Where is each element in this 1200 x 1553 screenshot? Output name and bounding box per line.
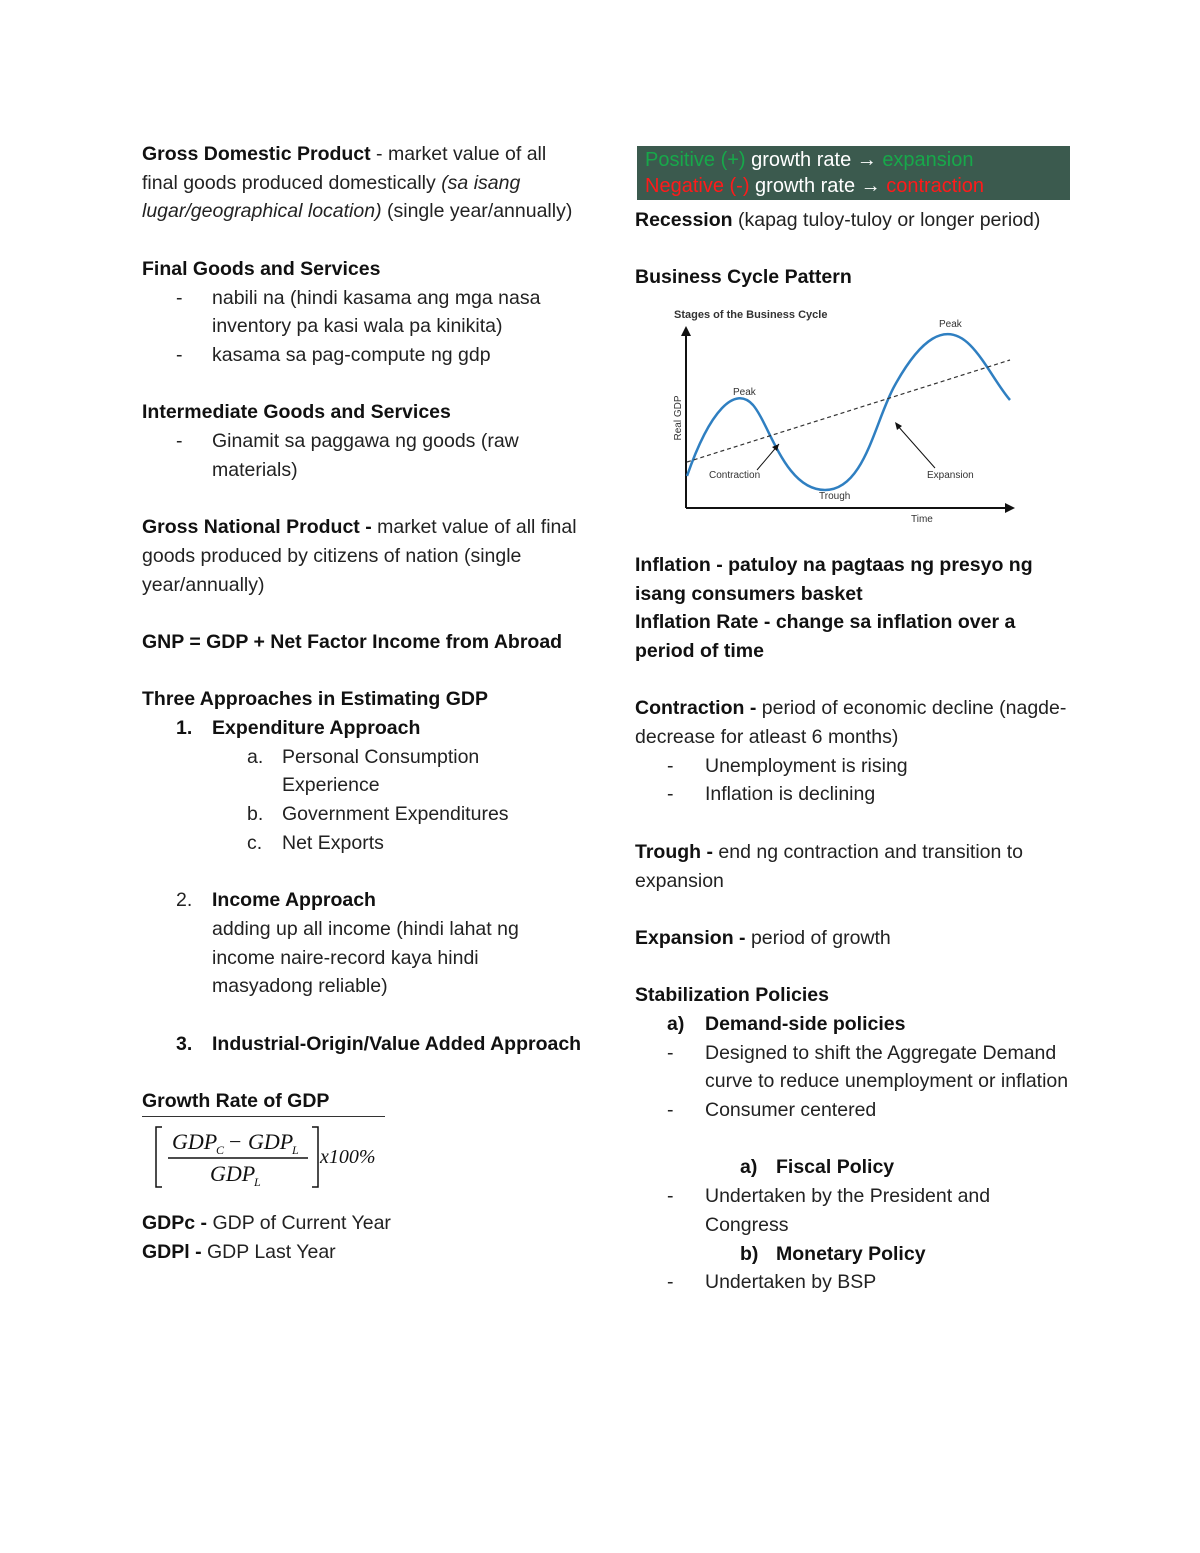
gdpl-definition: GDPl - GDP Last Year xyxy=(142,1241,336,1264)
svg-text:Peak: Peak xyxy=(939,319,962,331)
svg-text:Real GDP: Real GDP xyxy=(673,395,684,441)
left-column xyxy=(142,140,582,1267)
svg-text:GDP: GDP xyxy=(172,1128,218,1154)
expansion-definition: Expansion - period of growth xyxy=(635,926,891,949)
gnp-formula: GNP = GDP + Net Factor Income from Abroad xyxy=(142,630,563,653)
intermediate-goods-heading: Intermediate Goods and Services xyxy=(142,401,451,424)
list-item: a) Demand-side policies xyxy=(667,1012,906,1035)
gnp-definition: Gross National Product - market value of all final goods produced by citizens of nation (single year/annually) xyxy=(142,516,577,596)
list-item: c. Net Exports xyxy=(247,831,384,854)
inflation-rate-definition: Inflation Rate - change sa inflation over a period of time xyxy=(635,611,1016,662)
list-item: - Undertaken by the President and Congress xyxy=(667,1185,991,1236)
list-item: - Inflation is declining xyxy=(667,783,876,806)
growth-rate-formula xyxy=(154,1125,582,1198)
list-item: - Unemployment is rising xyxy=(667,754,908,777)
growth-rate-box: Positive (+) growth rate → expansion Negative (-) growth rate → contraction xyxy=(637,146,1070,200)
list-item: 1. Expenditure Approach xyxy=(176,716,421,739)
list-item: b) Monetary Policy xyxy=(740,1242,926,1265)
trough-definition: Trough - end ng contraction and transition to expansion xyxy=(635,840,1024,892)
svg-text:−: − xyxy=(229,1128,242,1154)
svg-text:GDP: GDP xyxy=(248,1128,294,1154)
svg-text:Trough: Trough xyxy=(819,491,851,503)
list-item: a. Personal Consumption Experience xyxy=(247,745,480,797)
right-column xyxy=(635,142,1075,1297)
gdpc-definition: GDPc - GDP of Current Year xyxy=(142,1212,391,1235)
svg-text:Stages of the Business Cycle: Stages of the Business Cycle xyxy=(674,309,828,322)
formula-image xyxy=(154,1125,394,1189)
svg-text:Peak: Peak xyxy=(733,387,756,399)
gdp-definition: Gross Domestic Product - market value of all final goods produced domestically (sa isang lugar/geographical location) (single year/annually) xyxy=(142,143,573,223)
list-item: - Ginamit sa paggawa ng goods (raw materials) xyxy=(176,430,519,481)
svg-text:x100%: x100% xyxy=(320,1145,376,1168)
list-item: - kasama sa pag-compute ng gdp xyxy=(176,343,491,366)
final-goods-heading: Final Goods and Services xyxy=(142,257,381,280)
inflation-definition: Inflation - patuloy na pagtaas ng presyo ng isang consumers basket xyxy=(635,553,1033,605)
contraction-definition: Contraction - period of economic decline (nagde-decrease for atleast 6 months) xyxy=(635,697,1067,748)
svg-text:Expansion: Expansion xyxy=(927,470,974,482)
svg-text:GDP: GDP xyxy=(210,1160,256,1186)
svg-text:Contraction: Contraction xyxy=(709,470,761,482)
business-cycle-heading: Business Cycle Pattern xyxy=(635,266,852,289)
list-item: - nabili na (hindi kasama ang mga nasa inventory pa kasi wala pa kinikita) xyxy=(176,286,541,338)
list-item: b. Government Expenditures xyxy=(247,803,509,826)
svg-text:L: L xyxy=(254,1174,261,1189)
svg-text:L: L xyxy=(292,1142,299,1157)
svg-text:Time: Time xyxy=(911,514,933,526)
list-item: 3. Industrial-Origin/Value Added Approach xyxy=(176,1032,582,1055)
business-cycle-svg xyxy=(635,300,1035,532)
list-item: - Undertaken by BSP xyxy=(667,1271,877,1294)
business-cycle-diagram xyxy=(635,300,1075,541)
business-cycle-curve xyxy=(687,334,1010,490)
stabilization-heading: Stabilization Policies xyxy=(635,984,829,1007)
list-item: a) Fiscal Policy xyxy=(740,1156,895,1179)
svg-text:C: C xyxy=(216,1142,225,1157)
approaches-heading: Three Approaches in Estimating GDP xyxy=(142,688,489,711)
list-item: 2. Income Approach adding up all income (hindi lahat ng income naire-record kaya hindi masyadong reliable) xyxy=(176,889,519,998)
list-item: - Consumer centered xyxy=(667,1099,877,1122)
growth-rate-heading: Growth Rate of GDP xyxy=(142,1087,385,1117)
trend-line xyxy=(687,360,1010,462)
list-item: - Designed to shift the Aggregate Demand curve to reduce unemployment or inflation xyxy=(667,1041,1069,1093)
recession-definition: Recession (kapag tuloy-tuloy or longer period) xyxy=(635,209,1041,231)
